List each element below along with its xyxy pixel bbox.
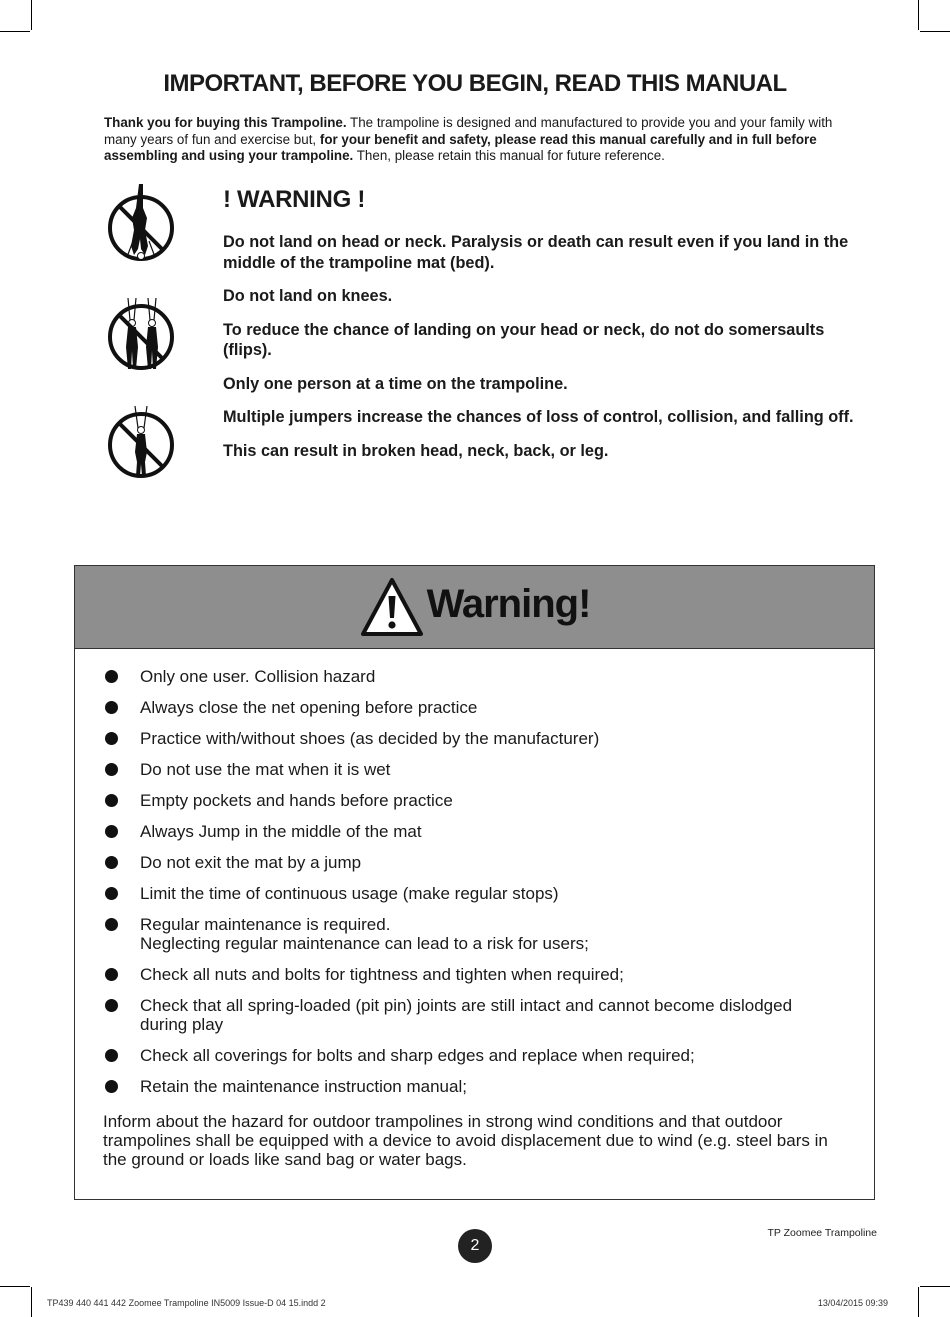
- rule-text: Practice with/without shoes (as decided by the manufacturer): [140, 729, 600, 748]
- rule-text-line2: Neglecting regular maintenance can lead to a risk for users;: [140, 934, 589, 953]
- bullet-icon: [105, 887, 118, 900]
- rule-item: [103, 965, 843, 984]
- date-info: 13/04/2015 09:39: [817, 1298, 888, 1308]
- crop-mark: [0, 1286, 30, 1287]
- crop-mark: [918, 1287, 919, 1317]
- intro-paragraph: [104, 115, 850, 165]
- crop-mark: [918, 0, 919, 30]
- rule-text: Always Jump in the middle of the mat: [140, 822, 422, 841]
- bullet-icon: [105, 1080, 118, 1093]
- rule-item: [103, 1077, 843, 1096]
- rule-text: Check all nuts and bolts for tightness and tighten when required;: [140, 965, 624, 984]
- no-knee-landing-icon: [106, 398, 176, 490]
- warning-item: Multiple jumpers increase the chances of loss of control, collision, and falling off.: [223, 408, 854, 426]
- rule-item: [103, 884, 843, 903]
- rule-item: [103, 853, 843, 872]
- rule-text: Regular maintenance is required.: [140, 915, 391, 934]
- bullet-icon: [105, 1049, 118, 1062]
- rule-text: Empty pockets and hands before practice: [140, 791, 453, 810]
- crop-mark: [920, 1286, 950, 1287]
- crop-mark: [31, 1287, 32, 1317]
- rule-text: Check all coverings for bolts and sharp edges and replace when required;: [140, 1046, 695, 1065]
- rules-list: [103, 667, 843, 1108]
- rule-text: Limit the time of continuous usage (make regular stops): [140, 884, 559, 903]
- rule-item: [103, 1046, 843, 1065]
- warning-item: Do not land on knees.: [223, 287, 393, 305]
- no-headstand-icon: [106, 181, 176, 273]
- bullet-icon: [105, 918, 118, 931]
- rule-text: Retain the maintenance instruction manual;: [140, 1077, 467, 1096]
- bullet-icon: [105, 670, 118, 683]
- intro-bold-safety: for your benefit and safety, please read this manual carefully and in full before assembling and using your trampoline.: [104, 131, 817, 163]
- page-title: IMPORTANT, BEFORE YOU BEGIN, READ THIS MANUAL: [163, 70, 787, 97]
- file-info: TP439 440 441 442 Zoomee Trampoline IN5009 Issue-D 04 15.indd 2: [47, 1298, 326, 1308]
- rule-item: [103, 760, 843, 779]
- rule-text: Do not use the mat when it is wet: [140, 760, 391, 779]
- rule-text: Do not exit the mat by a jump: [140, 853, 362, 872]
- rule-text: Only one user. Collision hazard: [140, 667, 376, 686]
- rule-item: [103, 667, 843, 686]
- warning-box-header: [75, 566, 874, 649]
- warning-item: Do not land on head or neck. Paralysis or death can result even if you land in the middle of the trampoline mat (bed).: [223, 233, 849, 272]
- bullet-icon: [105, 701, 118, 714]
- rule-item: [103, 996, 843, 1034]
- rule-text: Always close the net opening before practice: [140, 698, 478, 717]
- bullet-icon: [105, 856, 118, 869]
- hazard-triangle-icon: [359, 574, 425, 640]
- rule-item: [103, 915, 843, 953]
- rule-item: [103, 791, 843, 810]
- bullet-icon: [105, 794, 118, 807]
- bullet-icon: [105, 999, 118, 1012]
- product-name: TP Zoomee Trampoline: [767, 1227, 877, 1239]
- rule-text: Check that all spring-loaded (pit pin) joints are still intact and cannot become dislodged during play: [140, 996, 793, 1034]
- warning-box: [74, 565, 875, 1200]
- crop-mark: [31, 0, 32, 30]
- intro-bold-thanks: Thank you for buying this Trampoline.: [104, 115, 347, 130]
- warning-heading: ! WARNING !: [223, 186, 366, 213]
- warning-box-title: Warning!: [426, 581, 591, 626]
- bullet-icon: [105, 825, 118, 838]
- no-multiple-jumpers-icon: [106, 290, 176, 382]
- bullet-icon: [105, 763, 118, 776]
- wind-hazard-note: Inform about the hazard for outdoor trampolines in strong wind conditions and that outdoor trampolines shall be equipped with a device to avoid displacement due to wind (e.g. steel bars in the ground or loads like sand bag or water bags.: [103, 1112, 828, 1169]
- bullet-icon: [105, 968, 118, 981]
- warning-item: Only one person at a time on the trampoline.: [223, 374, 568, 393]
- rule-item: [103, 822, 843, 841]
- intro-text-retain: Then, please retain this manual for future reference.: [353, 148, 665, 163]
- page-number: 2: [458, 1229, 492, 1263]
- crop-mark: [0, 31, 30, 32]
- crop-mark: [920, 31, 950, 32]
- intro-text: The trampoline is designed and manufactured to provide you and your family with many years of fun and exercise but,: [104, 115, 833, 147]
- rule-item: [103, 729, 843, 748]
- rule-item: [103, 698, 843, 717]
- warning-item: This can result in broken head, neck, back, or leg.: [223, 441, 609, 460]
- warning-item: To reduce the chance of landing on your head or neck, do not do somersaults (flips).: [223, 320, 825, 359]
- warning-list: [223, 232, 873, 474]
- bullet-icon: [105, 732, 118, 745]
